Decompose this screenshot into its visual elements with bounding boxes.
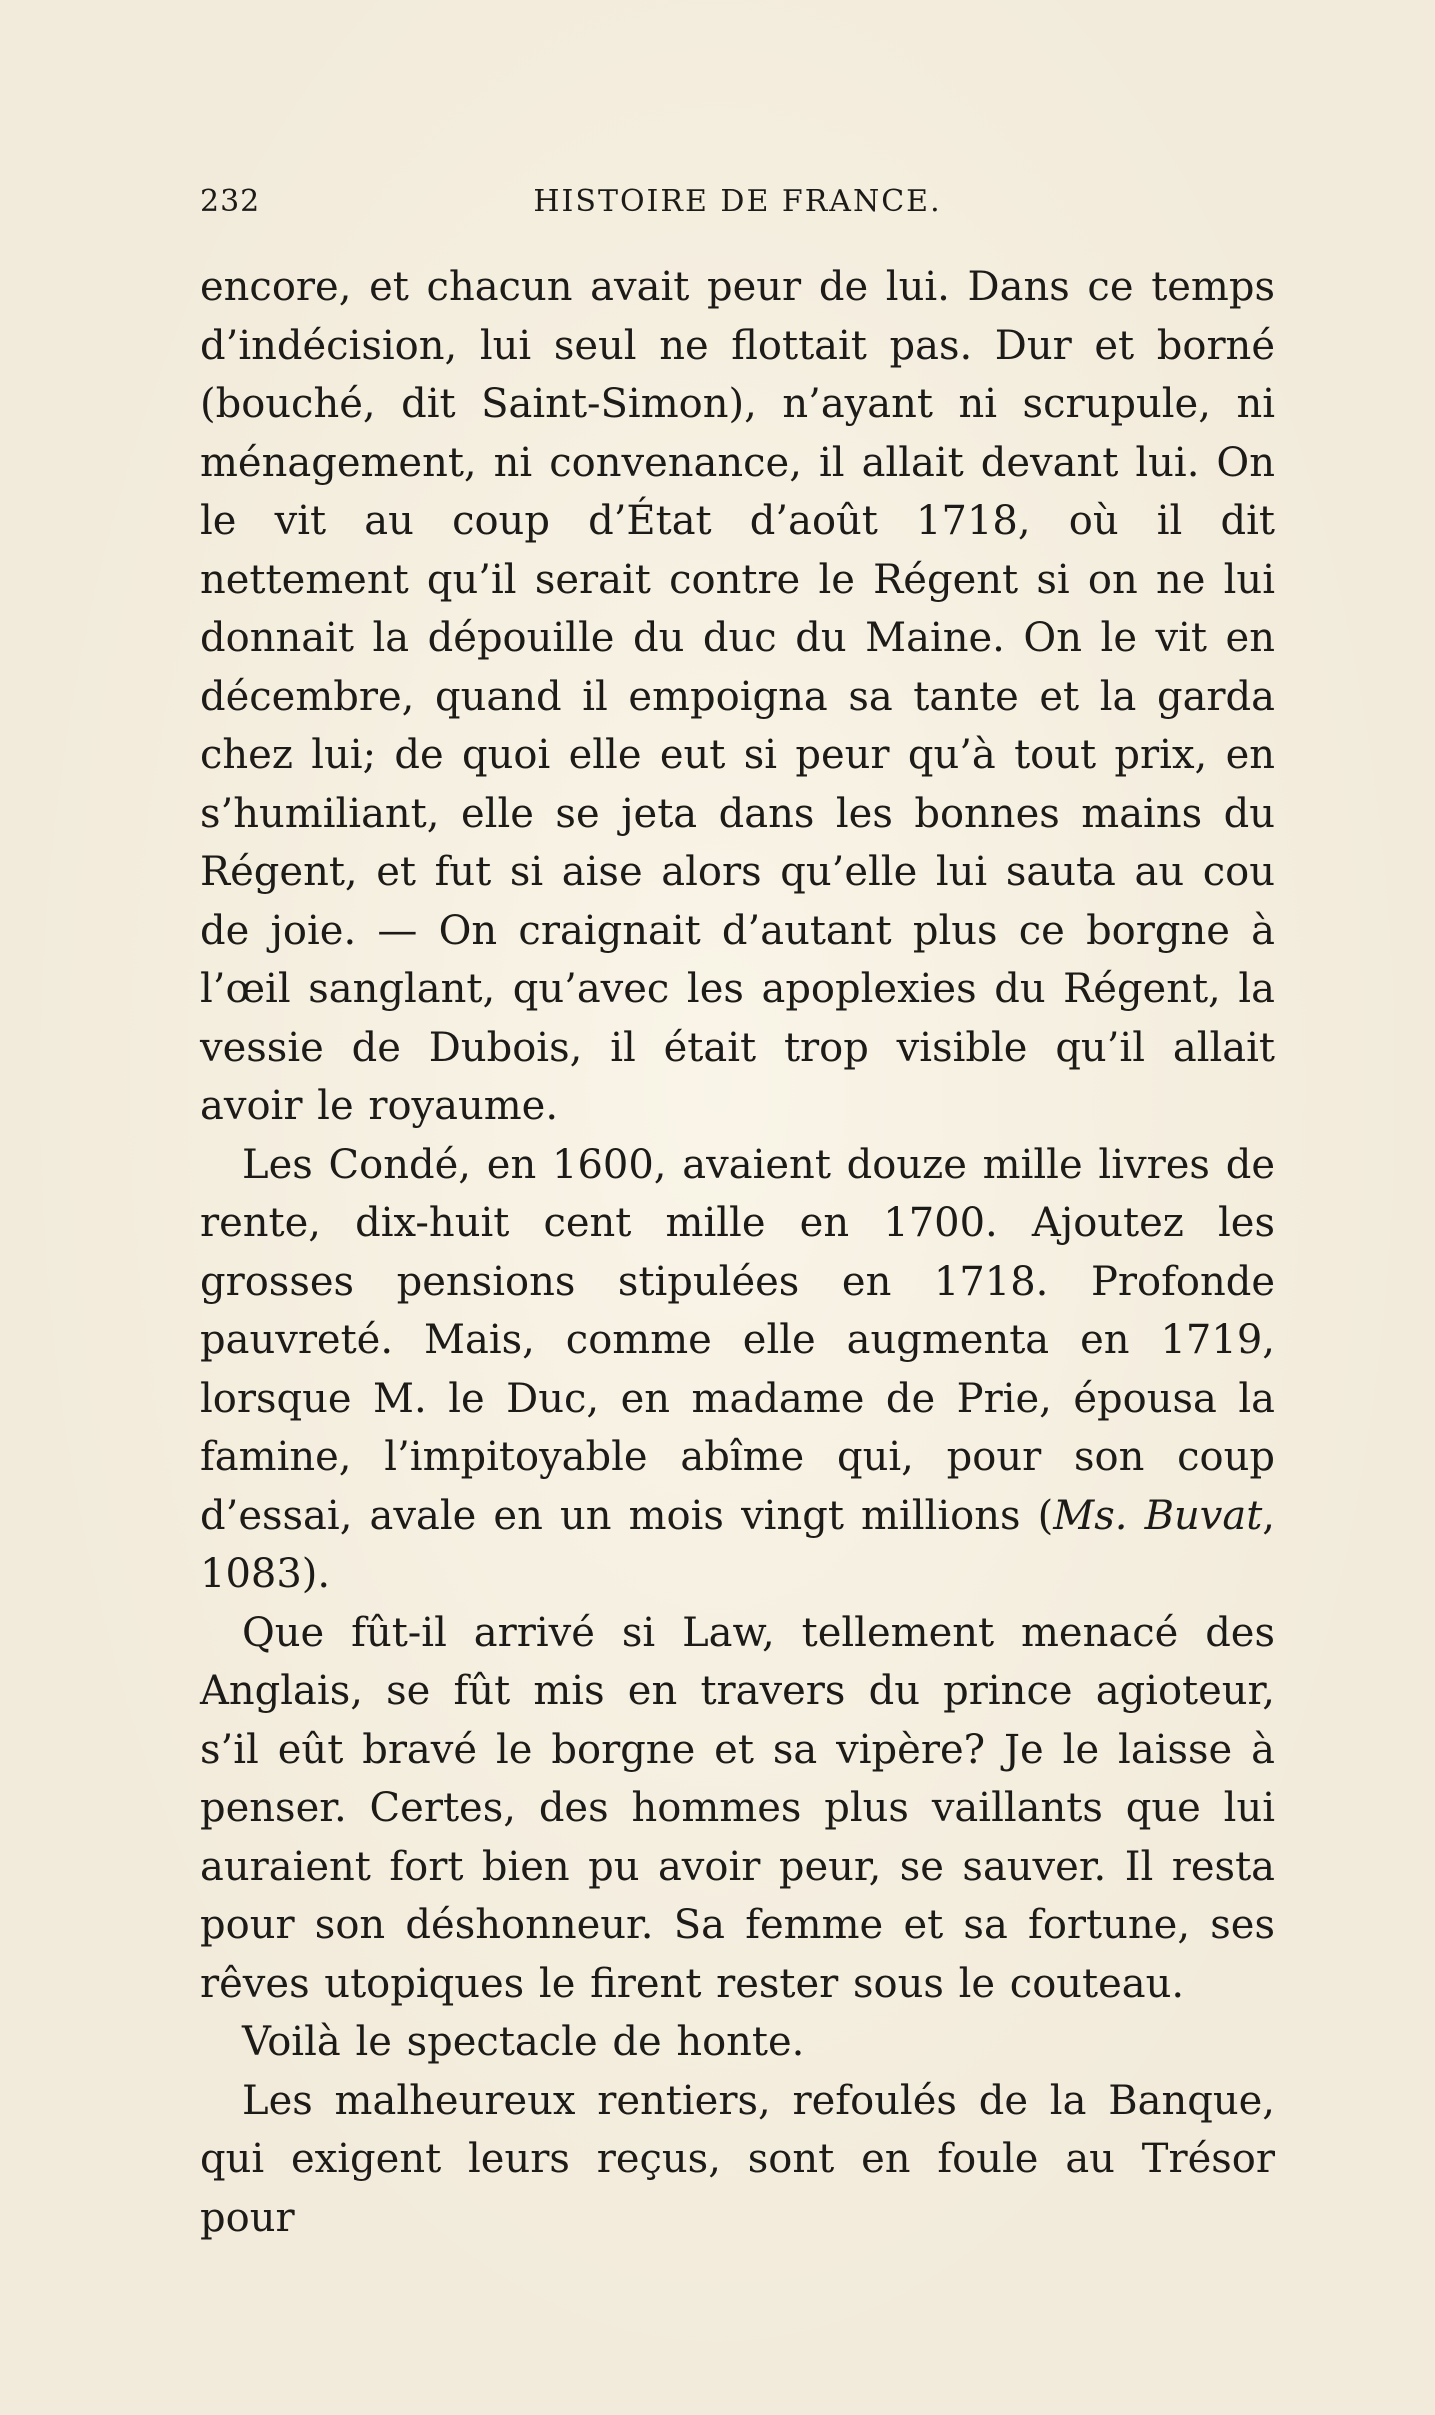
page-header <box>200 184 1275 228</box>
running-title: HISTOIRE DE FRANCE. <box>533 184 942 219</box>
citation-author: Buvat <box>1144 1492 1263 1539</box>
citation-reference: , 1083). <box>200 1492 1275 1597</box>
citation-manuscript: Ms. <box>1053 1492 1128 1539</box>
body-text <box>200 258 1275 2247</box>
paragraph-2 <box>200 1136 1275 1604</box>
paragraph-1: encore, et chacun avait peur de lui. Dans ce temps d’indécision, lui seul ne flottait pas. Dur et borné (bouché, dit Saint-Simon), n’ayant ni scrupule, ni ménagement, ni convenance, il allait devant lui. On le vit au coup d’État d’août 1718, où il dit nettement qu’il serait contre le Régent si on ne lui donnait la dépouille du duc du Maine. On le vit en décembre, quand il empoigna sa tante et la garda chez lui; de quoi elle eut si peur qu’à tout prix, en s’humiliant, elle se jeta dans les bonnes mains du Régent, et fut si aise alors qu’elle lui sauta au cou de joie. — On craignait d’autant plus ce borgne à l’œil sanglant, qu’avec les apoplexies du Régent, la vessie de Dubois, il était trop visible qu’il allait avoir le royaume. <box>200 264 1275 1129</box>
paragraph-2-text: Les Condé, en 1600, avaient douze mille livres de rente, dix-huit cent mille en 1700. Ajoutez les grosses pensions stipulées en 1718. Profonde pauvreté. Mais, comme elle augmenta en 1719, lorsque M. le Duc, en madame de Prie, épousa la famine, l’impitoyable abîme qui, pour son coup d’essai, avale en un mois vingt millions ( <box>200 1141 1275 1539</box>
paragraph-5: Les malheureux rentiers, refoulés de la Banque, qui exigent leurs reçus, sont en foule au Trésor pour <box>200 2077 1275 2241</box>
paragraph-3: Que fût-il arrivé si Law, tellement menacé des Anglais, se fût mis en travers du prince agioteur, s’il eût bravé le borgne et sa vipère? Je le laisse à penser. Certes, des hommes plus vaillants que lui auraient fort bien pu avoir peur, se sauver. Il resta pour son déshonneur. Sa femme et sa fortune, ses rêves utopiques le firent rester sous le couteau. <box>200 1609 1275 2007</box>
paragraph-4: Voilà le spectacle de honte. <box>242 2019 805 2065</box>
page-number: 232 <box>200 184 261 219</box>
